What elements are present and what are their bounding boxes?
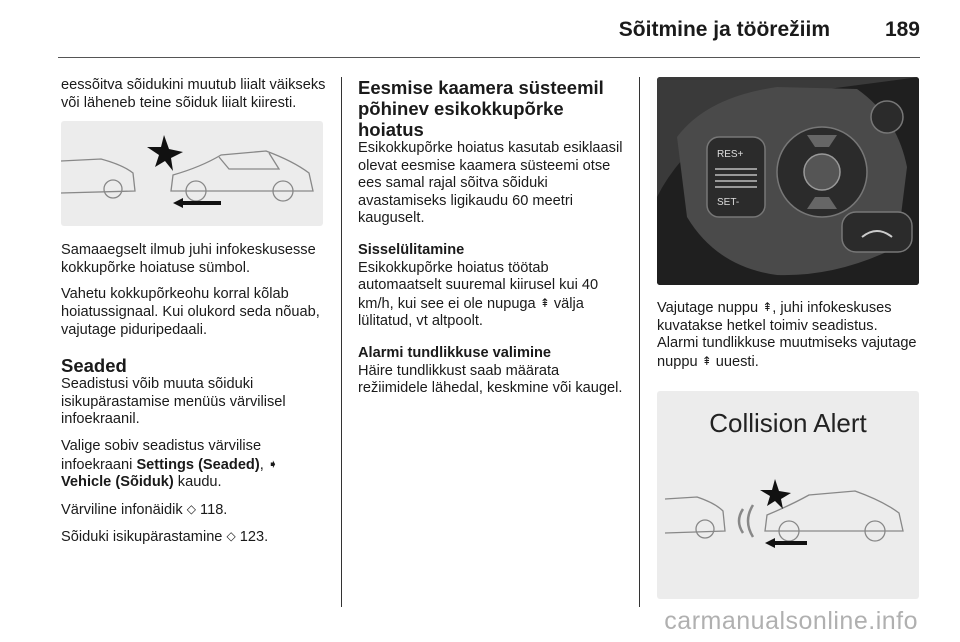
text-ref-b: 118. bbox=[195, 501, 228, 518]
header-title: Sõitmine ja töörežiim bbox=[618, 18, 830, 41]
heading-sensitivity: Alarmi tundlikkuse valimine bbox=[358, 344, 552, 361]
text-select-e: kaudu. bbox=[173, 474, 222, 491]
arrow-icon: ➧ bbox=[267, 456, 278, 471]
collision-button-icon: ⇞ bbox=[762, 300, 773, 314]
paragraph-press-button bbox=[657, 299, 922, 371]
heading-activation: Sisselülitamine bbox=[358, 241, 465, 258]
menu-vehicle-link: Vehicle (Sõiduk) bbox=[61, 474, 174, 491]
text-activation-b: välja lülitatud, vt altpoolt. bbox=[358, 295, 584, 330]
paragraph-signal: Vahetu kokkupõrkeohu korral kõlab hoiatussignaal. Kui olukord seda nõuab, vajutage piduripedaali. bbox=[61, 286, 320, 338]
paragraph-select bbox=[61, 438, 331, 492]
set-label: SET- bbox=[717, 197, 740, 208]
text-comma: , bbox=[259, 456, 268, 473]
paragraph-sensitivity: Häire tundlikkust saab määrata režiimidele lähedal, keskmine või kaugel. bbox=[358, 362, 623, 397]
text-press-b: , juhi infokeskuses kuvatakse hetkel toimiv seadistus. Alarmi tundlikkuse muutmiseks vajutage nuppu bbox=[657, 300, 917, 370]
paragraph-intro: eessõitva sõidukini muutub liialt väikseks või läheneb teine sõiduk liialt kiiresti. bbox=[61, 77, 326, 111]
column-divider-1 bbox=[341, 77, 342, 607]
heading-settings: Seaded bbox=[61, 355, 127, 377]
text-activation-a: Esikokkupõrke hoiatus töötab automaatselt suuremal kiirusel kui 40 km/h, kui see ei ole nupuga bbox=[358, 259, 599, 312]
text-press-c: uuesti. bbox=[711, 353, 759, 370]
heading-front-camera: Eesmise kaamera süsteemil põhinev esikokkupõrke hoiatus bbox=[358, 77, 604, 140]
reference-icon: ◇ bbox=[226, 529, 236, 544]
paragraph-infodisplay-ref bbox=[61, 501, 331, 520]
paragraph-settings: Seadistusi võib muuta sõiduki isikupärastamise menüüs värvilisel infoekraanil. bbox=[61, 376, 286, 428]
header-rule bbox=[58, 57, 920, 58]
page-number: 189 bbox=[884, 18, 920, 41]
collision-button-icon: ⇞ bbox=[539, 295, 550, 310]
column-divider-2 bbox=[639, 77, 640, 607]
paragraph-camera: Esikokkupõrke hoiatus kasutab esiklaasil olevat eesmise kaamera süsteemi otse ees samal rajal sõitva sõiduki avastamiseks ligikaudu 60 meetri kauguselt. bbox=[358, 140, 623, 227]
figure-collision-alert-display bbox=[657, 391, 919, 599]
watermark: carmanualsonline.info bbox=[664, 607, 918, 635]
menu-settings-link: Settings (Seaded) bbox=[136, 456, 260, 473]
paragraph-activation bbox=[358, 260, 628, 331]
paragraph-symbol: Samaaegselt ilmub juhi infokeskusesse kokkupõrke hoiatuse sümbol. bbox=[61, 242, 316, 276]
text-pers-b: 123. bbox=[235, 529, 269, 546]
column-middle bbox=[358, 77, 628, 407]
text-ref-a: Värviline infonäidik bbox=[61, 501, 187, 518]
column-right bbox=[657, 77, 922, 599]
text-pers-a: Sõiduki isikupärastamine bbox=[61, 529, 227, 546]
paragraph-personalization-ref bbox=[61, 528, 331, 547]
text-press-a: Vajutage nuppu bbox=[657, 300, 763, 316]
figure-cars-approach bbox=[61, 121, 323, 226]
collision-button-icon: ⇞ bbox=[701, 353, 712, 368]
collision-alert-title: Collision Alert bbox=[709, 408, 867, 439]
text-select-a: Valige sobiv seadistus värvilise infoekraani bbox=[61, 437, 262, 473]
res-label: RES+ bbox=[717, 149, 744, 160]
column-left bbox=[61, 77, 331, 556]
reference-icon: ◇ bbox=[186, 501, 196, 516]
figure-steering-wheel bbox=[657, 77, 919, 285]
